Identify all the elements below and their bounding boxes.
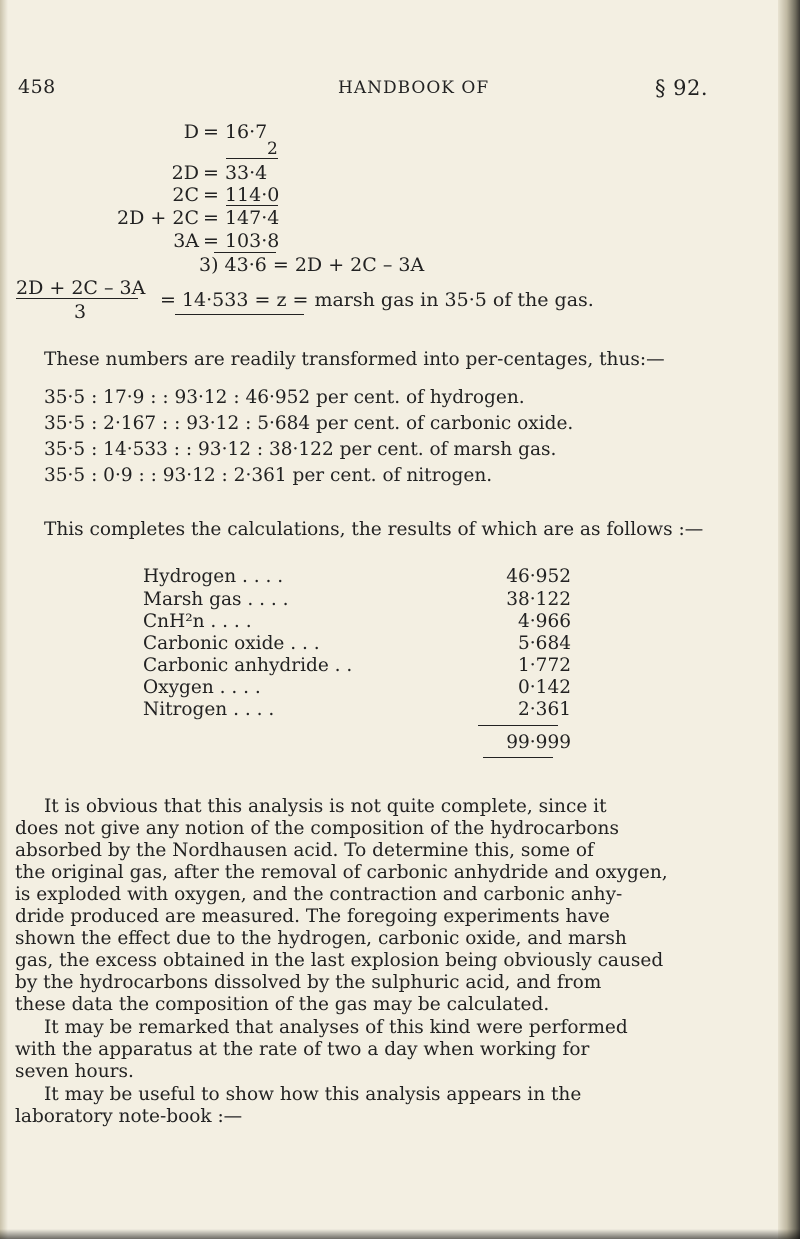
page-number: 458	[18, 76, 56, 98]
fraction-bar	[16, 298, 138, 299]
calc-rhs: = 147·4	[203, 207, 280, 229]
result-value: 46·952	[506, 566, 571, 587]
calc-lhs: 2D + 2C	[117, 207, 199, 229]
ratio-line: 35·5 : 0·9 : : 93·12 : 2·361 per cent. of nitrogen.	[44, 465, 493, 486]
paragraph-line: shown the effect due to the hydrogen, carbonic oxide, and marsh	[15, 928, 627, 949]
ratio-line: 35·5 : 17·9 : : 93·12 : 46·952 per cent. of hydrogen.	[44, 387, 525, 408]
calc-rhs: = 103·8	[203, 230, 280, 252]
paragraph-line: these data the composition of the gas may be calculated.	[15, 994, 550, 1015]
result-label: CnH²n . . . .	[143, 611, 252, 632]
total-value: 99·999	[506, 732, 571, 753]
paragraph-line: gas, the excess obtained in the last explosion being obviously caused	[15, 950, 664, 971]
result-label: Carbonic anhydride . .	[143, 655, 353, 676]
paragraph-line: is exploded with oxygen, and the contraction and carbonic anhy-	[15, 884, 623, 905]
paragraph-line: does not give any notion of the composition of the hydrocarbons	[15, 818, 619, 839]
result-label: Marsh gas . . . .	[143, 589, 289, 610]
total-underline	[483, 757, 553, 758]
calc-divisor: 2	[267, 139, 278, 159]
result-label: Hydrogen . . . .	[143, 566, 284, 587]
paragraph-line: seven hours.	[15, 1061, 134, 1082]
result-label: Oxygen . . . .	[143, 677, 261, 698]
completes-text: This completes the calculations, the results of which are as follows :—	[44, 519, 704, 540]
page-edge-right	[778, 0, 800, 1239]
intro-text: These numbers are readily transformed into per-centages, thus:—	[44, 349, 665, 370]
calc-lhs: 2D	[171, 162, 199, 184]
result-value: 1·772	[518, 655, 571, 676]
result-value: 0·142	[518, 677, 571, 698]
calc-lhs: 2C	[172, 184, 199, 206]
result-value: 4·966	[518, 611, 571, 632]
paragraph-line: with the apparatus at the rate of two a day when working for	[15, 1039, 590, 1060]
paragraph-line: dride produced are measured. The foregoing experiments have	[15, 906, 610, 927]
fraction-denominator: 3	[74, 301, 87, 323]
paragraph-line: absorbed by the Nordhausen acid. To determine this, some of	[15, 840, 594, 861]
page-edge-left	[0, 0, 8, 1239]
running-title: HANDBOOK OF	[338, 78, 490, 98]
result-label: Carbonic oxide . . .	[143, 633, 320, 654]
result-value: 5·684	[518, 633, 571, 654]
section-number: § 92.	[655, 76, 709, 100]
total-rule	[478, 725, 558, 726]
paragraph-line: It may be remarked that analyses of this kind were performed	[44, 1017, 628, 1038]
paragraph-line: laboratory note-book :—	[15, 1106, 243, 1127]
calc-division: 3) 43·6 = 2D + 2C – 3A	[199, 254, 425, 276]
paragraph-line: by the hydrocarbons dissolved by the sulphuric acid, and from	[15, 972, 602, 993]
paragraph-line: the original gas, after the removal of carbonic anhydride and oxygen,	[15, 862, 668, 883]
page-bottom-shadow	[0, 1229, 800, 1239]
result-label: Nitrogen . . . .	[143, 699, 275, 720]
result-underline	[175, 314, 304, 315]
calc-rule	[226, 205, 278, 206]
calc-rule	[226, 158, 278, 159]
fraction-result: = 14·533 = z = marsh gas in 35·5 of the gas.	[160, 289, 594, 311]
calc-rhs: = 33·4	[203, 162, 268, 184]
calc-rule	[214, 252, 276, 253]
fraction-numerator: 2D + 2C – 3A	[16, 277, 146, 299]
paragraph-line: It is obvious that this analysis is not quite complete, since it	[44, 796, 607, 817]
calc-rhs: = 114·0	[203, 184, 280, 206]
paragraph-line: It may be useful to show how this analysis appears in the	[44, 1084, 582, 1105]
calc-lhs: D	[183, 121, 199, 143]
calc-lhs: 3A	[173, 230, 199, 252]
calc-rhs: = 16·7	[203, 121, 268, 143]
result-value: 2·361	[518, 699, 571, 720]
ratio-line: 35·5 : 14·533 : : 93·12 : 38·122 per cent. of marsh gas.	[44, 439, 557, 460]
result-value: 38·122	[506, 589, 571, 610]
ratio-line: 35·5 : 2·167 : : 93·12 : 5·684 per cent. of carbonic oxide.	[44, 413, 574, 434]
